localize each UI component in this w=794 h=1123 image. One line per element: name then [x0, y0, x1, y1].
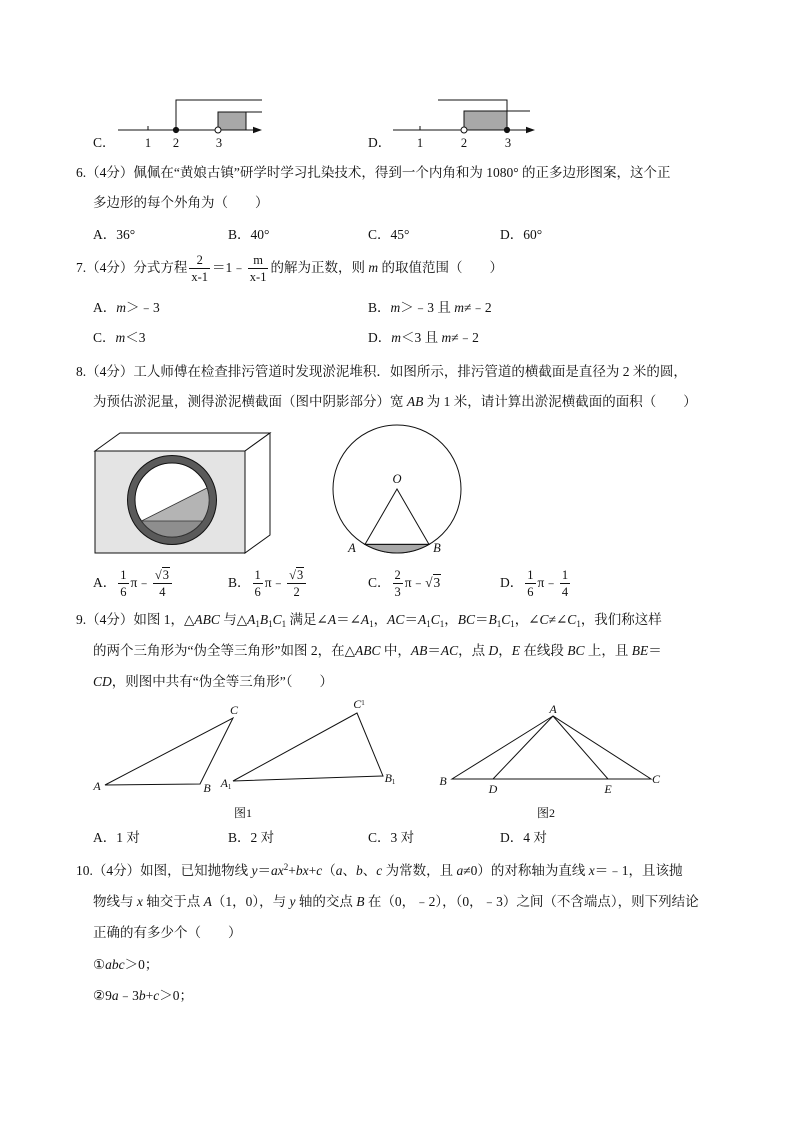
- fraction: [287, 568, 306, 599]
- text-run: π﹣: [130, 575, 151, 590]
- text-run: +: [145, 988, 154, 1003]
- fraction: [253, 568, 263, 599]
- q7-option-c: [93, 323, 146, 353]
- text-run: ，点: [458, 643, 489, 658]
- radicand: 3: [433, 575, 441, 590]
- math-variable: a: [456, 863, 464, 878]
- number-line-c-labels: [145, 136, 222, 150]
- superscript: 2: [283, 862, 289, 872]
- math-variable: BE: [631, 643, 649, 658]
- number-line-c: [118, 100, 262, 133]
- denominator: 6: [527, 585, 534, 600]
- fraction: [189, 253, 210, 284]
- label-a: A: [549, 702, 557, 716]
- math-variable: abc: [105, 957, 125, 972]
- denominator: 2: [287, 583, 306, 599]
- text-run: ，: [373, 612, 388, 627]
- q5-option-c-label: C．: [93, 135, 116, 150]
- denominator: 3: [394, 585, 401, 600]
- text-run: ，: [444, 612, 458, 627]
- text-run: 10.（4分）如图，已知抛物线: [76, 863, 252, 878]
- fraction: [560, 568, 570, 599]
- text-run: +: [288, 863, 296, 878]
- tick-label-2: 2: [172, 136, 180, 150]
- label-a1: [220, 776, 232, 791]
- label-letter: B: [384, 771, 392, 785]
- text-run: 中，: [380, 643, 411, 658]
- math-variable: c: [316, 863, 323, 878]
- radical-sign: [155, 568, 162, 582]
- q9-option-d: D．4 对: [500, 830, 547, 845]
- label-b: B: [439, 774, 447, 788]
- tick-label-1: 1: [416, 136, 424, 150]
- q7-stem: [76, 253, 503, 283]
- text-run: ①: [93, 957, 106, 972]
- text-run: C．: [93, 330, 116, 345]
- tick-label-1: 1: [144, 136, 152, 150]
- label-letter: A: [220, 776, 228, 790]
- open-point-2: [461, 127, 467, 133]
- triangle-oab: [365, 489, 429, 544]
- q8-option-d: [500, 568, 572, 598]
- subscript: 1: [496, 619, 502, 629]
- denominator: x-1: [249, 270, 267, 285]
- q6-option-d: D．60°: [500, 227, 543, 242]
- math-variable: B: [356, 894, 365, 909]
- math-variable: C: [567, 612, 577, 627]
- q10-statement-2: [93, 981, 193, 1011]
- math-variable: CD: [93, 674, 112, 689]
- q6-option-c: C．45°: [368, 227, 410, 242]
- q8-option-b: [228, 568, 308, 598]
- q7-option-d: [368, 323, 479, 353]
- text-run: ＝: [474, 612, 489, 627]
- label-e: E: [604, 782, 612, 796]
- denominator: 6: [120, 585, 127, 600]
- text-run: ＝: [404, 612, 418, 627]
- label-subscript: 1: [391, 778, 396, 786]
- text-run: 、: [342, 863, 356, 878]
- text-run: （: [322, 863, 336, 878]
- math-variable: B: [259, 612, 269, 627]
- text-run: 轴的交点: [295, 894, 357, 909]
- math-variable: x: [588, 863, 595, 878]
- subscript: 1: [369, 619, 374, 629]
- math-variable: C: [430, 612, 440, 627]
- text-run: A．: [93, 575, 117, 590]
- subscript: 1: [426, 619, 431, 629]
- text-run: ，: [498, 643, 512, 658]
- text-run: 为常数，且: [382, 863, 457, 878]
- math-variable: b: [138, 988, 146, 1003]
- numerator: 2: [196, 253, 203, 268]
- fraction: [248, 253, 269, 284]
- text-run: 物线与: [93, 894, 137, 909]
- text-run: ＞0；: [159, 988, 193, 1003]
- q10-stem-line-2: [93, 887, 699, 917]
- text-run: 上，且: [584, 643, 632, 658]
- text-run: 为预估淤泥量，测得淤泥横截面（图中阴影部分）宽: [93, 394, 407, 409]
- text-run: +: [308, 863, 317, 878]
- q9-stem-line-3: [93, 667, 333, 697]
- solid-point-3: [504, 127, 509, 132]
- q10-stem-line-3: 正确的有多少个（ ）: [93, 925, 242, 940]
- q8-stem-line-1: 8.（4分）工人师傅在检查排污管道时发现淤泥堆积．如图所示，排污管道的横截面是直径为 2 米的圆，: [76, 364, 687, 379]
- q6-stem-line-2: 多边形的每个外角为（ ）: [93, 195, 269, 210]
- math-variable: a: [335, 863, 343, 878]
- radicand: 3: [162, 568, 169, 583]
- text-run: ＜3: [125, 330, 146, 345]
- number-line-d: [393, 100, 535, 133]
- numerator: 1: [561, 568, 569, 583]
- q9-stem-line-1: [76, 605, 662, 635]
- shaded-interval: [218, 112, 246, 130]
- q10-stem-line-1: [76, 856, 683, 886]
- text-run: 轴交于点: [142, 894, 204, 909]
- subscript: 1: [281, 619, 287, 629]
- q9-stem-line-2: [93, 636, 662, 666]
- fraction: [393, 568, 403, 599]
- math-variable: m: [115, 330, 126, 345]
- q6-stem-line-1: 6.（4分）佩佩在“黄娘古镇”研学时学习扎染技术，得到一个内角和为 1080° 的正多边形图案，这个正: [76, 165, 671, 180]
- number-line-d-labels: [417, 136, 511, 150]
- shaded-interval: [464, 111, 507, 130]
- math-variable: A: [417, 612, 427, 627]
- text-run: ＜3 且: [401, 330, 442, 345]
- circle-figure: [333, 425, 461, 553]
- math-variable: C: [501, 612, 511, 627]
- q6-option-b: B．40°: [228, 227, 270, 242]
- q9-option-c: C．3 对: [368, 830, 415, 845]
- numerator: [153, 568, 172, 583]
- q7-option-b: [368, 293, 492, 323]
- square-root: [289, 568, 304, 582]
- label-c1: [353, 697, 365, 711]
- open-point-3: [215, 127, 221, 133]
- text-run: 满足∠: [286, 612, 328, 627]
- math-variable: m: [454, 300, 465, 315]
- math-variable: AC: [387, 612, 405, 627]
- text-run: ＝﹣1，且该抛: [594, 863, 683, 878]
- text-run: 的两个三角形为“伪全等三角形”如图 2，在△: [93, 643, 355, 658]
- math-variable: ABC: [355, 643, 381, 658]
- numerator: 2: [394, 568, 401, 583]
- subscript: 1: [576, 619, 581, 629]
- text-run: ＞﹣3 且: [400, 300, 455, 315]
- figure-1: [105, 713, 383, 785]
- math-variable: m: [116, 300, 126, 315]
- label-subscript: 1: [227, 783, 232, 791]
- numerator: 1: [527, 568, 534, 583]
- math-variable: c: [376, 863, 383, 878]
- text-run: ，∠: [514, 612, 540, 627]
- math-variable: m: [390, 300, 401, 315]
- math-variable: c: [153, 988, 160, 1003]
- label-b: B: [203, 781, 211, 795]
- q9-option-a: A．1 对: [93, 830, 140, 845]
- segment-ae: [553, 716, 608, 779]
- math-variable: D: [488, 643, 499, 658]
- numerator: m: [253, 253, 263, 268]
- figure-1-labels: [92, 697, 396, 820]
- q6-option-a: A．36°: [93, 227, 136, 242]
- caption-figure-1: 图1: [233, 806, 253, 820]
- subscript: 1: [268, 619, 273, 629]
- text-run: ，则图中共有“伪全等三角形”（ ）: [111, 674, 333, 689]
- subscript: 1: [439, 619, 445, 629]
- math-variable: AB: [406, 394, 424, 409]
- math-variable: E: [511, 643, 521, 658]
- radical-sign: [425, 575, 432, 590]
- text-run: ＝∠: [336, 612, 361, 627]
- denominator: x-1: [191, 270, 209, 285]
- label-a: A: [93, 779, 101, 793]
- q10-statement-1: [93, 950, 158, 980]
- q8-option-a: [93, 568, 174, 598]
- text-run: ﹣3: [118, 988, 139, 1003]
- text-run: ＞﹣3: [126, 300, 160, 315]
- shaded-segment: [365, 544, 429, 553]
- text-run: ＞0；: [124, 957, 159, 972]
- math-variable: m: [391, 330, 401, 345]
- text-run: 7.（4分）分式方程: [76, 260, 188, 275]
- text-run: ＝: [648, 643, 662, 658]
- math-variable: A: [360, 612, 370, 627]
- text-run: 与△: [219, 612, 248, 627]
- q8-stem-line-2: [93, 387, 697, 417]
- text-run: A．: [93, 300, 117, 315]
- tick-label-3: 3: [504, 136, 512, 150]
- math-variable: ax: [271, 863, 284, 878]
- math-variable: bx: [295, 863, 309, 878]
- text-run: ＝: [427, 643, 441, 658]
- denominator: 6: [254, 585, 261, 600]
- tick-label-2: 2: [460, 136, 468, 150]
- label-b: B: [433, 541, 441, 555]
- numerator: [287, 568, 306, 583]
- text-run: 的取值范围（ ）: [378, 260, 503, 275]
- subscript: 1: [255, 619, 260, 629]
- text-run: 为 1 米，请计算出淤泥横截面的面积（ ）: [423, 394, 697, 409]
- label-a: A: [348, 541, 356, 555]
- box-side-face: [245, 433, 270, 553]
- math-variable: C: [272, 612, 282, 627]
- text-run: 的解为正数，则: [270, 260, 369, 275]
- math-variable: b: [356, 863, 363, 878]
- math-variable: a: [111, 988, 119, 1003]
- text-run: D．: [368, 330, 392, 345]
- label-b1: [385, 771, 396, 786]
- text-run: ≠∠: [548, 612, 568, 627]
- radical-sign: [289, 568, 296, 582]
- triangle-abc: [452, 716, 651, 779]
- text-run: D．: [500, 575, 524, 590]
- fraction: [118, 568, 128, 599]
- math-variable: y: [251, 863, 258, 878]
- subscript: 1: [510, 619, 515, 629]
- text-run: ＝1﹣: [212, 260, 246, 275]
- denominator: 4: [561, 585, 569, 600]
- figure-2: [452, 716, 651, 779]
- text-run: π﹣: [537, 575, 558, 590]
- text-run: （1，0），与: [211, 894, 290, 909]
- numerator: 1: [120, 568, 127, 583]
- box-top-face: [95, 433, 270, 451]
- text-run: 9.（4分）如图 1，△: [76, 612, 195, 627]
- text-run: B．: [228, 575, 251, 590]
- solid-point-2: [173, 127, 178, 132]
- math-variable: BC: [457, 612, 475, 627]
- square-root: [155, 568, 170, 582]
- label-d: D: [488, 782, 498, 796]
- text-run: ≠﹣2: [451, 330, 479, 345]
- math-variable: m: [368, 260, 379, 275]
- triangle-a1b1c1: [233, 713, 383, 781]
- axis-arrow: [526, 127, 535, 133]
- triangle-abc: [105, 718, 233, 785]
- math-variable: AC: [440, 643, 459, 658]
- square-root: [425, 568, 441, 598]
- text-run: ＝: [257, 863, 271, 878]
- math-variable: BC: [567, 643, 585, 658]
- label-letter: C: [353, 697, 362, 711]
- text-run: π﹣: [404, 575, 426, 590]
- math-variable: x: [136, 894, 143, 909]
- text-run: ≠﹣2: [464, 300, 492, 315]
- math-variable: AB: [410, 643, 428, 658]
- math-variable: m: [441, 330, 452, 345]
- math-variable: ABC: [194, 612, 220, 627]
- text-run: 在（0，﹣2），（0，﹣3）之间（不含端点），则下列结论: [364, 894, 699, 909]
- label-c: C: [229, 703, 239, 717]
- tick-label-3: 3: [215, 136, 223, 150]
- text-run: ≠0）的对称轴为直线: [463, 863, 589, 878]
- text-run: ，我们称这样: [580, 612, 662, 627]
- math-variable: A: [247, 612, 256, 627]
- text-run: B．: [368, 300, 391, 315]
- axis-arrow: [253, 127, 262, 133]
- label-subscript: 1: [361, 699, 365, 707]
- math-variable: A: [203, 894, 212, 909]
- math-variable: y: [289, 894, 296, 909]
- numerator: 1: [254, 568, 261, 583]
- math-variable: C: [539, 612, 549, 627]
- radicand: 3: [296, 568, 304, 583]
- text-run: 在线段: [520, 643, 568, 658]
- fraction: [525, 568, 535, 599]
- fraction: [153, 568, 172, 599]
- text-run: C．: [368, 575, 391, 590]
- label-o: O: [392, 472, 402, 486]
- denominator: 4: [153, 583, 172, 599]
- caption-figure-2: 图2: [536, 806, 556, 820]
- q5-option-d-label: D．: [368, 135, 392, 150]
- math-variable: B: [488, 612, 497, 627]
- text-run: ②9: [93, 988, 112, 1003]
- q7-option-a: [93, 293, 160, 323]
- math-variable: A: [327, 612, 337, 627]
- text-run: 、: [362, 863, 377, 878]
- q8-option-c: [368, 568, 441, 598]
- pipe-box-figure: [95, 433, 270, 553]
- q9-option-b: B．2 对: [228, 830, 275, 845]
- label-c: C: [651, 772, 661, 786]
- text-run: π﹣: [264, 575, 286, 590]
